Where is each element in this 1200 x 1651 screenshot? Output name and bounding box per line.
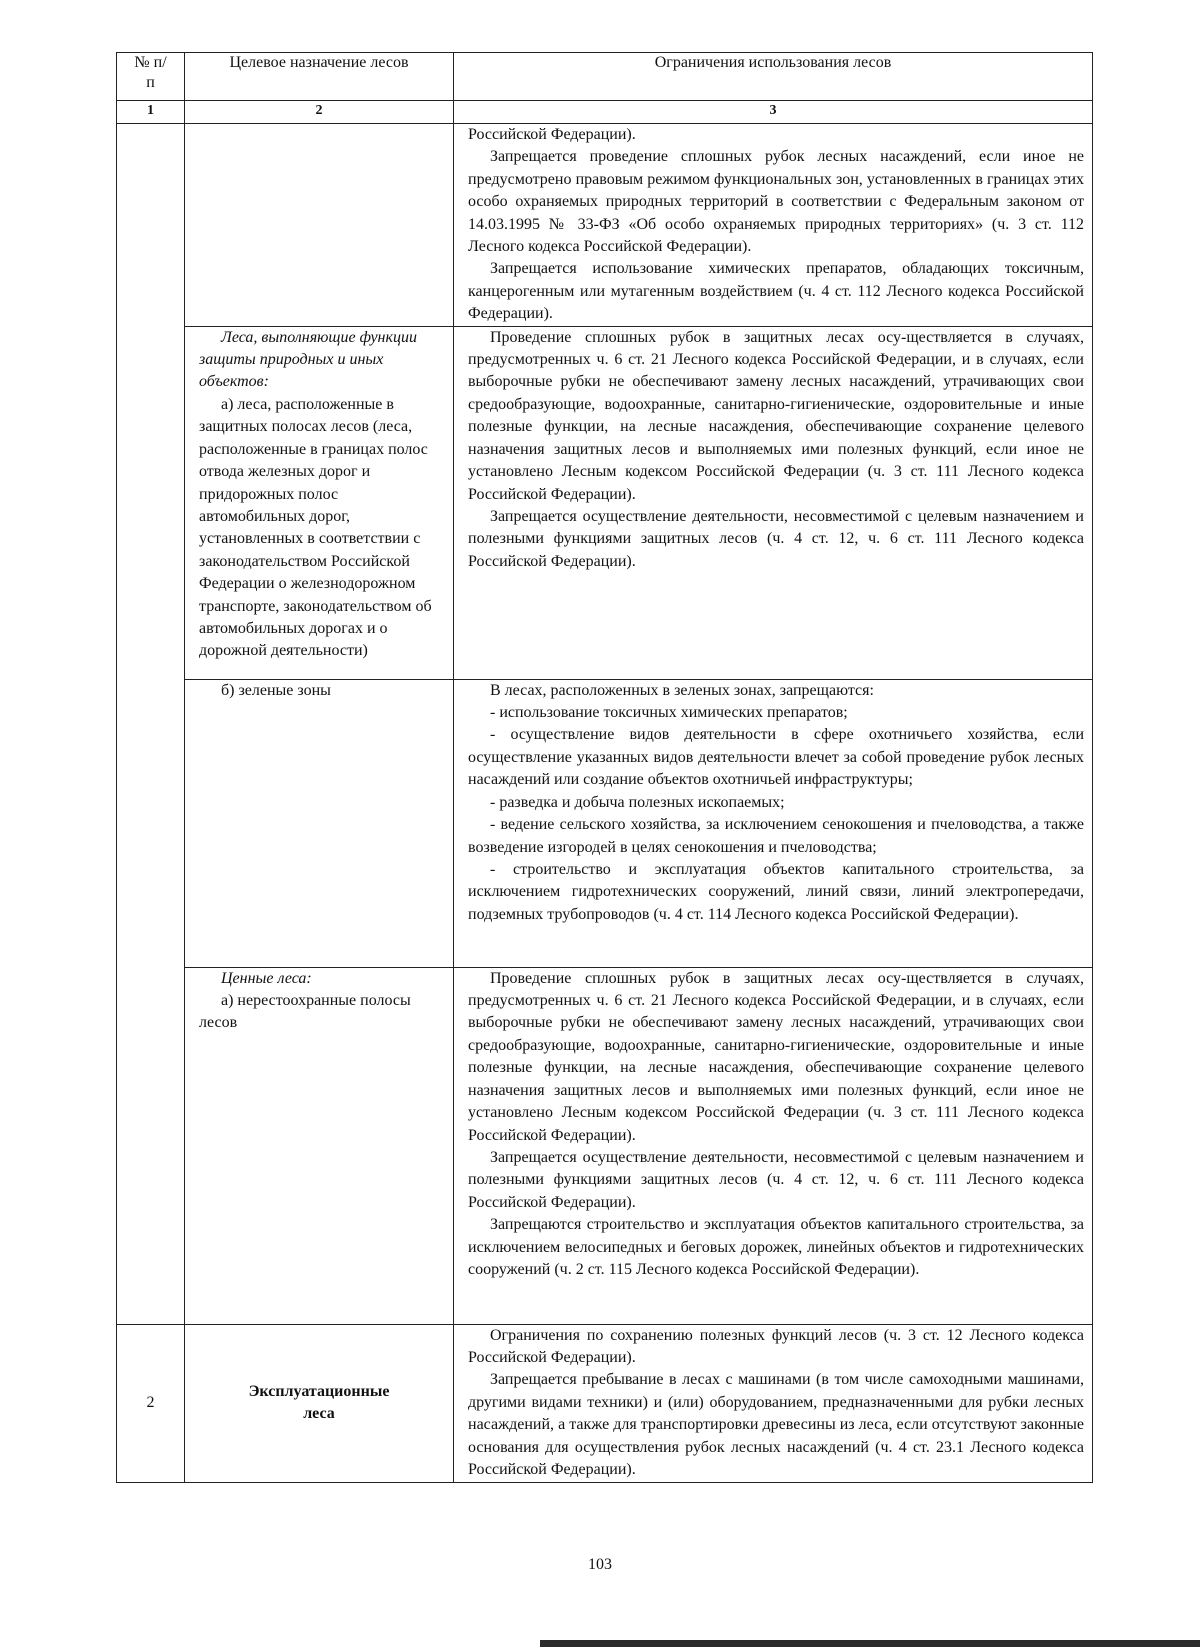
- header-restrictions: Ограничения использования лесов: [454, 53, 1093, 101]
- exploit-paragraph-1: Ограничения по сохранению полезных функций лесов (ч. 3 ст. 12 Лесного кодекса Российской Федерации).: [468, 1326, 1084, 1367]
- exploit-num-cell: 2: [117, 1324, 185, 1482]
- green-item: - разведка и добыча полезных ископаемых;: [490, 793, 785, 811]
- protective-paragraph-1: Проведение сплошных рубок в защитных лесах осу-ществляется в случаях, предусмотренных ч. 6 ст. 21 Лесного кодекса Российской Федерации, и в случаях, если выборочные рубки не обеспечивают замену лесных насаждений, утрачивающих свои средообразующие, водоохранные, санитарно-гигиенические, оздоровительные и иные полезные функции, на лесные насаждения, обеспечивающие сохранение целевого назначения защитных лесов и выполняемых ими полезных функций, если иное не установлено Лесным кодексом Российской Федерации (ч. 3 ст. 111 Лесного кодекса Российской Федерации).: [468, 328, 1084, 503]
- green-item: - использование токсичных химических препаратов;: [490, 704, 848, 722]
- valuable-heading: Ценные леса:: [221, 969, 312, 987]
- protective-restrictions-cell: [454, 326, 1093, 679]
- green-item: - осуществление видов деятельности в сфере охотничьего хозяйства, если осуществление указанных видов деятельности влечет за собой проведение рубок лесных насаждений или создание объектов охотничьей инфраструктуры;: [468, 726, 1084, 789]
- page-number: 103: [588, 1556, 612, 1573]
- header-num: № п/п: [117, 53, 185, 101]
- column-number-3: 3: [454, 101, 1093, 124]
- green-item: - ведение сельского хозяйства, за исключением сенокошения и пчеловодства, а также возведение изгородей в целях сенокошения и пчеловодства;: [468, 816, 1084, 856]
- cont-paragraph-3: Запрещается использование химических препаратов, обладающих токсичным, канцерогенным или мутагенным воздействием (ч. 4 ст. 112 Лесного кодекса Российской Федерации).: [468, 260, 1084, 323]
- forest-restrictions-table: [116, 52, 1093, 1483]
- cont-paragraph-2: Запрещается проведение сплошных рубок лесных насаждений, если иное не предусмотрено правовым режимом функциональных зон, установленных в границах этих особо охраняемых природных территорий в соответствии с Федеральным законом от 14.03.1995 № 33-ФЗ «Об особо охраняемых природных территориях» (ч. 3 ст. 112 Лесного кодекса Российской Федерации).: [468, 148, 1084, 256]
- valuable-purpose: а) нерестоохранные полосы лесов: [199, 992, 411, 1032]
- cont-paragraph-1: Российской Федерации).: [468, 126, 636, 143]
- green-restrictions-cell: [454, 679, 1093, 967]
- green-purpose-cell: [185, 679, 454, 967]
- table-row-exploitation: [117, 1324, 1093, 1482]
- table-row-valuable: [117, 967, 1093, 1324]
- exploit-restrictions-cell: [454, 1324, 1093, 1482]
- valuable-paragraph-1: Проведение сплошных рубок в защитных лесах осу-ществляется в случаях, предусмотренных ч. 6 ст. 21 Лесного кодекса Российской Федерации, и в случаях, если выборочные рубки не обеспечивают замену лесных насаждений, утрачивающих свои средообразующие, водоохранные, санитарно-гигиенические, оздоровительные и иные полезные функции, на лесные насаждения, обеспечивающие сохранение целевого назначения защитных лесов и выполняемых ими полезных функций, если иное не установлено Лесным кодексом Российской Федерации (ч. 3 ст. 111 Лесного кодекса Российской Федерации).: [468, 969, 1084, 1144]
- valuable-paragraph-2: Запрещается осуществление деятельности, несовместимой с целевым назначением и полезными функциями защитных лесов (ч. 4 ст. 12, ч. 6 ст. 111 Лесного кодекса Российской Федерации).: [468, 1148, 1084, 1211]
- scan-edge-line: [540, 1640, 1200, 1647]
- column-number-2: 2: [185, 101, 454, 124]
- valuable-paragraph-3: Запрещаются строительство и эксплуатация объектов капитального строительства, за исключением велосипедных и беговых дорожек, линейных объектов и гидротехнических сооружений (ч. 2 ст. 115 Лесного кодекса Российской Федерации).: [468, 1216, 1084, 1278]
- green-item: - строительство и эксплуатация объектов капитального строительства, за исключением гидротехнических сооружений, линий связи, линий электропередачи, подземных трубопроводов (ч. 4 ст. 114 Лесного кодекса Российской Федерации).: [468, 860, 1084, 923]
- exploit-purpose-cell: Эксплуатационные леса: [185, 1324, 454, 1482]
- row-1-num-cell: [117, 124, 185, 1325]
- table-header-row: [117, 53, 1093, 101]
- cont-restrictions-cell: [454, 124, 1093, 327]
- column-number-row: [117, 101, 1093, 124]
- exploit-paragraph-2: Запрещается пребывание в лесах с машинами (в том числе самоходными машинами, другими видами техники) и (или) оборудованием, предназначенными для рубки лесных насаждений, а также для транспортировки древесины из леса, если отсутствуют законные основания для осуществления рубок лесных насаждений (ч. 4 ст. 23.1 Лесного кодекса Российской Федерации).: [468, 1371, 1084, 1479]
- protective-paragraph-2: Запрещается осуществление деятельности, несовместимой с целевым назначением и полезными функциями защитных лесов (ч. 4 ст. 12, ч. 6 ст. 111 Лесного кодекса Российской Федерации).: [468, 507, 1084, 570]
- table-row-green-zones: [117, 679, 1093, 967]
- protective-heading: Леса, выполняющие функции защиты природных и иных объектов:: [199, 328, 417, 391]
- header-purpose: Целевое назначение лесов: [185, 53, 454, 101]
- valuable-purpose-cell: [185, 967, 454, 1324]
- protective-purpose: а) леса, расположенные в защитных полосах лесов (леса, расположенные в границах полос отвода железных дорог и придорожных полос автомобильных дорог, установленных в соответствии с законодательством Российской Федерации о железнодорожном транспорте, законодательством об автомобильных дорогах и о дорожной деятельности): [199, 395, 432, 660]
- protective-purpose-cell: [185, 326, 454, 679]
- column-number-1: 1: [117, 101, 185, 124]
- green-intro: В лесах, расположенных в зеленых зонах, запрещаются:: [490, 681, 874, 699]
- cont-purpose-cell: [185, 124, 454, 327]
- table-row-protective: [117, 326, 1093, 679]
- valuable-restrictions-cell: [454, 967, 1093, 1324]
- green-purpose: б) зеленые зоны: [221, 681, 331, 699]
- table-row-continuation: [117, 124, 1093, 327]
